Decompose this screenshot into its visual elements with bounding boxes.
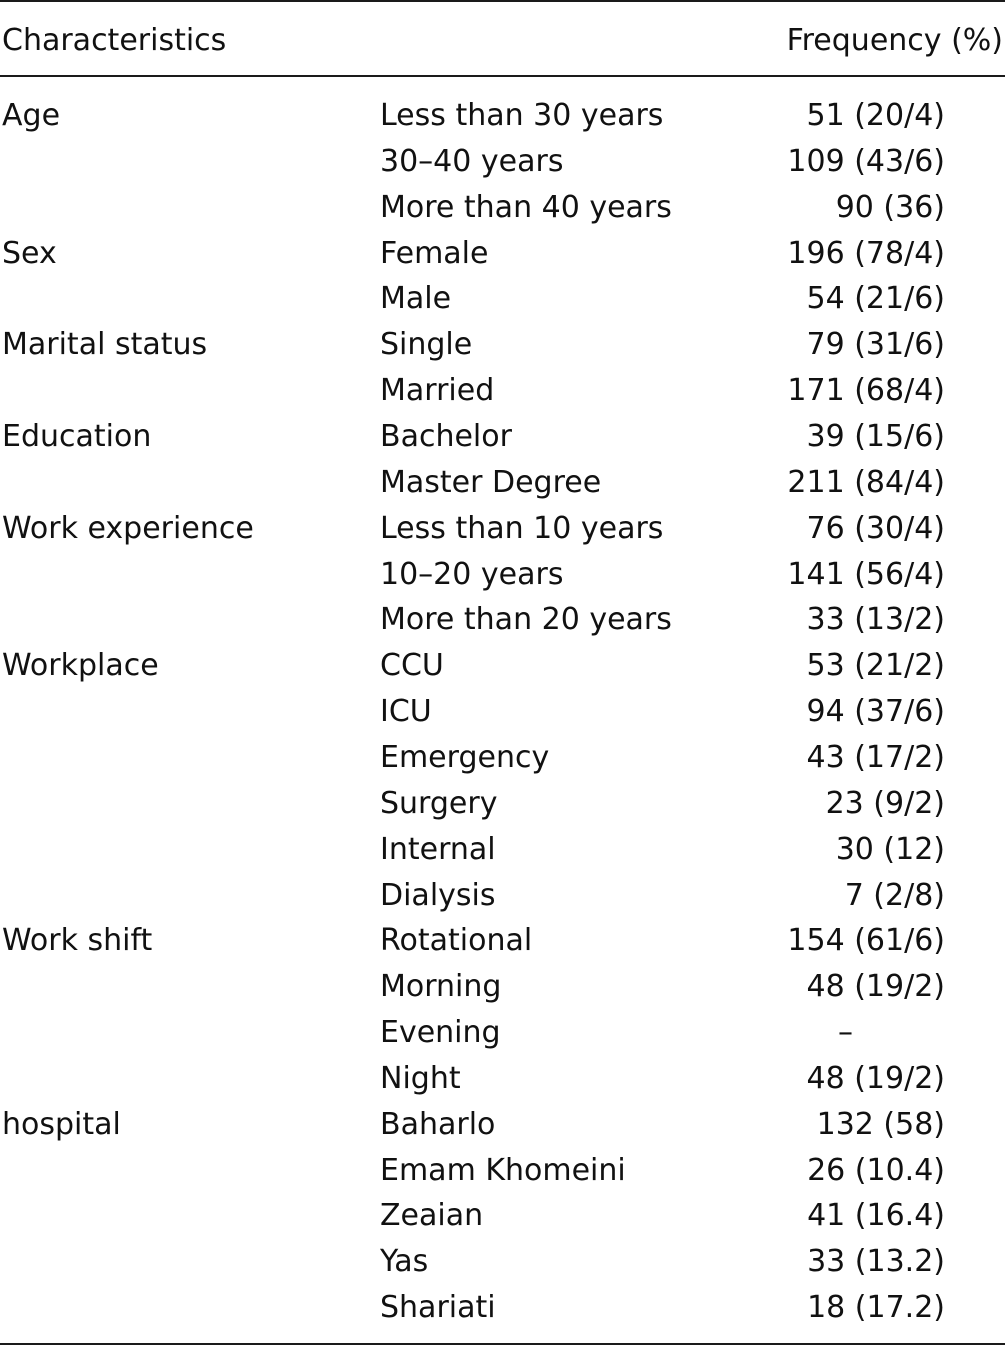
row-category-label: Dialysis: [380, 877, 496, 913]
row-category-label: Shariati: [380, 1290, 496, 1326]
row-frequency-value: 79 (31/6): [806, 327, 945, 363]
row-frequency-value: 26 (10.4): [807, 1152, 945, 1188]
row-category-label: Bachelor: [380, 418, 512, 454]
row-frequency-value: 7 (2/8): [844, 877, 945, 913]
row-category-label: 30–40 years: [380, 143, 564, 179]
row-category-label: Morning: [380, 969, 502, 1005]
row-frequency-value: 48 (19/2): [806, 1060, 945, 1096]
row-frequency-value: 33 (13.2): [807, 1244, 945, 1280]
row-frequency-value: 54 (21/6): [806, 281, 945, 317]
row-category-label: Baharlo: [380, 1106, 496, 1142]
row-category-label: Female: [380, 235, 489, 271]
row-frequency-value: 90 (36): [835, 189, 945, 225]
row-category-label: Single: [380, 327, 473, 363]
row-frequency-value: 141 (56/4): [787, 556, 945, 592]
row-category-label: More than 20 years: [380, 602, 672, 638]
row-frequency-value: –: [838, 1015, 853, 1050]
row-group-label: Sex: [2, 235, 57, 271]
row-category-label: Less than 30 years: [380, 98, 664, 133]
row-frequency-value: 39 (15/6): [806, 418, 945, 454]
row-group-label: Work shift: [2, 923, 153, 959]
header-characteristics: Characteristics: [2, 23, 227, 58]
row-frequency-value: 171 (68/4): [787, 373, 945, 409]
row-frequency-value: 53 (21/2): [806, 648, 945, 684]
row-frequency-value: 211 (84/4): [787, 464, 945, 500]
row-frequency-value: 41 (16.4): [807, 1198, 945, 1234]
row-frequency-value: 132 (58): [816, 1106, 945, 1142]
row-group-label: Workplace: [2, 648, 159, 684]
row-frequency-value: 51 (20/4): [806, 98, 945, 133]
row-category-label: Less than 10 years: [380, 510, 664, 546]
row-frequency-value: 48 (19/2): [806, 969, 945, 1005]
row-category-label: Surgery: [380, 785, 498, 821]
row-frequency-value: 109 (43/6): [787, 143, 945, 179]
row-category-label: Rotational: [380, 923, 533, 959]
row-category-label: Zeaian: [380, 1198, 484, 1234]
row-group-label: Marital status: [2, 327, 208, 363]
row-category-label: Married: [380, 373, 495, 409]
row-category-label: Emergency: [380, 739, 550, 775]
row-frequency-value: 23 (9/2): [825, 785, 945, 821]
row-group-label: Education: [2, 418, 152, 454]
row-frequency-value: 30 (12): [835, 831, 945, 867]
row-category-label: More than 40 years: [380, 189, 672, 225]
row-category-label: ICU: [380, 694, 432, 730]
row-frequency-value: 94 (37/6): [806, 694, 945, 730]
row-frequency-value: 76 (30/4): [806, 510, 945, 546]
row-category-label: CCU: [380, 648, 444, 684]
row-frequency-value: 33 (13/2): [806, 602, 945, 638]
row-frequency-value: 196 (78/4): [787, 235, 945, 271]
row-frequency-value: 43 (17/2): [806, 739, 945, 775]
row-category-label: Yas: [380, 1244, 429, 1280]
row-category-label: Internal: [380, 831, 496, 867]
row-category-label: Emam Khomeini: [380, 1152, 626, 1188]
row-frequency-value: 154 (61/6): [787, 923, 945, 959]
row-frequency-value: 18 (17.2): [807, 1290, 945, 1326]
row-category-label: Night: [380, 1060, 461, 1096]
row-category-label: 10–20 years: [380, 556, 564, 592]
row-group-label: Age: [2, 98, 61, 133]
row-category-label: Evening: [380, 1015, 501, 1050]
row-category-label: Master Degree: [380, 464, 602, 500]
row-group-label: hospital: [2, 1106, 121, 1142]
table-bottom-rule: [0, 1343, 1005, 1345]
header-frequency: Frequency (%): [786, 23, 1003, 58]
row-group-label: Work experience: [2, 510, 254, 546]
row-category-label: Male: [380, 281, 452, 317]
